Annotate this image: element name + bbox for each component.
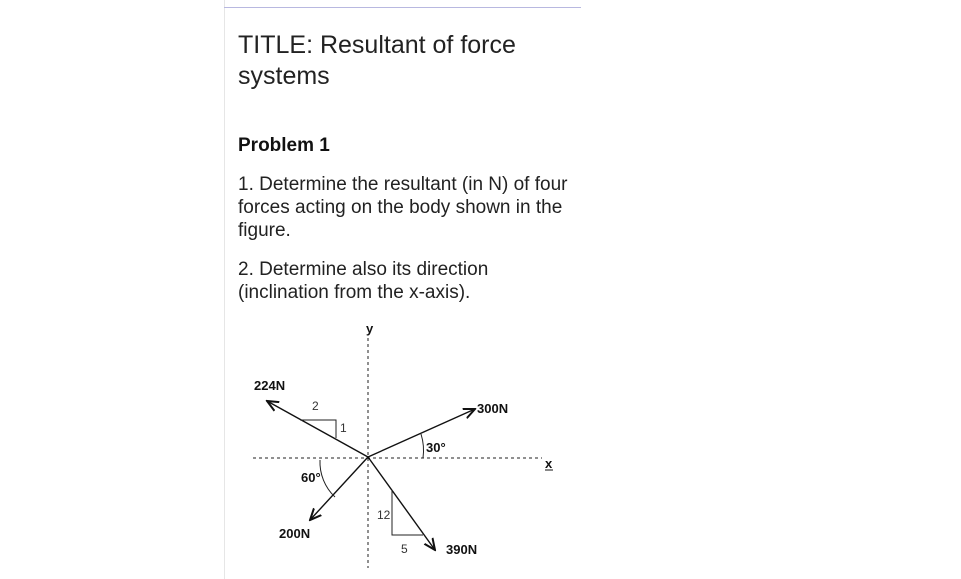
force-300n-arrow	[368, 409, 475, 457]
force-300n-angle: 30°	[426, 440, 446, 455]
force-200n-arrow	[310, 457, 368, 520]
y-axis-label: y	[366, 321, 374, 336]
force-300n-label: 300N	[477, 401, 509, 416]
force-224n-label: 224N	[254, 378, 286, 393]
force-390n-label: 390N	[446, 542, 478, 557]
force-390n-arrow	[368, 457, 435, 550]
question-2-text: 2. Determine also its direction (inclination from the x-axis).	[238, 259, 489, 303]
force-390n-rise: 12	[377, 508, 391, 522]
force-390n-run: 5	[401, 542, 408, 556]
problem-heading: Problem 1	[238, 135, 330, 156]
x-axis-label: x	[545, 456, 553, 471]
force-224n-run: 2	[312, 399, 319, 413]
force-300n-angle-arc	[421, 434, 424, 458]
force-224n-rise: 1	[340, 421, 347, 435]
force-200n-angle-arc	[320, 460, 335, 497]
question-1-text: 1. Determine the resultant (in N) of four forces acting on the body shown in the figure.	[238, 174, 568, 241]
force-200n-label: 200N	[279, 526, 311, 541]
force-200n-angle: 60°	[301, 470, 321, 485]
page-title: TITLE: Resultant of force systems	[238, 31, 516, 90]
